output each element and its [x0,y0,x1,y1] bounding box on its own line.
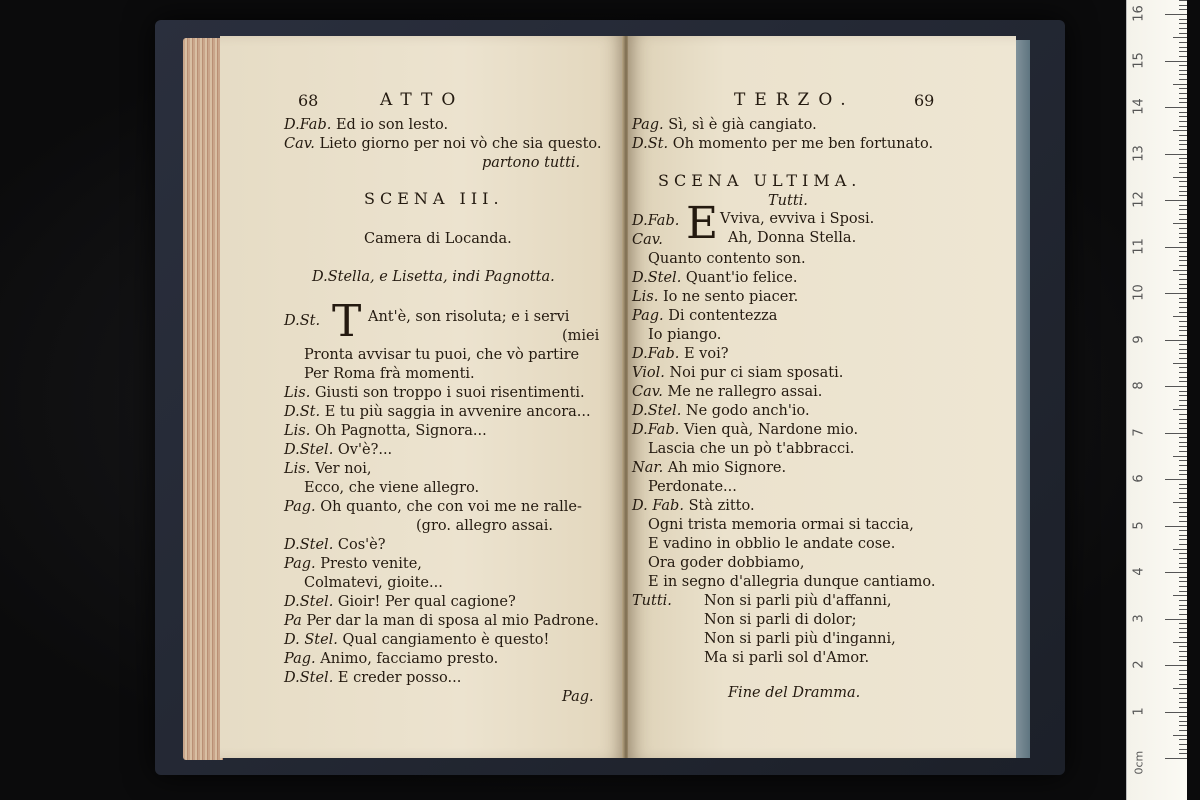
text-line: Perdonate... [648,479,737,495]
ruler-tick [1179,646,1187,647]
text-line: Lascia che un pò t'abbracci. [648,441,855,457]
ruler-tick [1179,660,1187,661]
text-line: Pag. Di contentezza [632,308,778,324]
text-line: Pag. Animo, facciamo presto. [284,651,499,667]
ruler-tick [1179,56,1187,57]
ruler-tick [1173,177,1187,178]
ruler-number: 1 [1131,706,1147,716]
text-line: Lis. Giusti son troppo i suoi risentimenti. [284,385,585,401]
page-number: 68 [298,91,319,110]
ruler-tick [1173,595,1187,596]
text-line: Ma si parli sol d'Amor. [704,650,870,666]
ruler-tick [1179,530,1187,531]
scene-setting: Camera di Locanda. [364,231,512,247]
ruler-tick [1179,521,1187,522]
ruler-tick [1179,419,1187,420]
ruler-tick [1179,753,1187,754]
ruler-tick [1179,628,1187,629]
text-line: D. Stel. Qual cangiamento è questo! [284,632,550,648]
ruler-tick [1179,693,1187,694]
ruler-number: 7 [1131,427,1147,437]
ruler-tick [1179,144,1187,145]
right-page [628,36,1016,758]
ruler-tick [1179,539,1187,540]
text-line: Viol. Noi pur ci siam sposati. [632,365,844,381]
ruler-tick [1179,442,1187,443]
text-line: Io piango. [648,327,722,343]
ruler-tick [1179,51,1187,52]
ruler-tick [1179,205,1187,206]
ruler-tick [1165,526,1187,527]
ruler-tick [1179,381,1187,382]
ruler-tick [1179,372,1187,373]
text-line: D.Stel. Ov'è?... [284,442,393,458]
ruler-tick [1179,288,1187,289]
ruler-tick [1179,656,1187,657]
text-line: D.Stel. E creder posso... [284,670,462,686]
ruler-tick [1179,358,1187,359]
ruler-tick [1179,298,1187,299]
text-line: D.Stel. Gioir! Per qual cagione? [284,594,516,610]
ruler-tick [1179,563,1187,564]
ruler-tick [1179,167,1187,168]
scene-characters: D.Stella, e Lisetta, indi Pagnotta. [312,269,555,285]
ruler-tick [1179,465,1187,466]
ruler-tick [1179,349,1187,350]
ruler-tick [1179,70,1187,71]
ruler-tick [1165,293,1187,294]
running-header: TERZO. [734,90,855,110]
ruler-number: 11 [1131,237,1147,255]
text-line: Lis. Ver noi, [284,461,372,477]
ruler-tick [1179,391,1187,392]
ruler-tick [1179,474,1187,475]
ruler-tick [1179,219,1187,220]
ruler-tick [1179,88,1187,89]
text-line: D.Stel. Cos'è? [284,537,386,553]
ruler-tick [1179,126,1187,127]
text-line: Non si parli più d'affanni, [704,593,892,609]
text-line: Lis. Oh Pagnotta, Signora... [284,423,487,439]
ruler-tick [1179,632,1187,633]
ruler-tick [1179,326,1187,327]
ruler-tick [1173,456,1187,457]
text-line: Colmatevi, gioite... [304,575,443,591]
ruler-tick [1165,61,1187,62]
ruler-tick [1179,121,1187,122]
ruler-tick [1179,256,1187,257]
drop-cap: E [686,198,719,249]
text-line: E vadino in obblio le andate cose. [648,536,896,552]
ruler-tick [1179,716,1187,717]
ruler-number: 12 [1131,191,1147,208]
text-line: (miei [562,328,600,344]
ruler-tick [1179,335,1187,336]
ruler-tick [1179,405,1187,406]
ruler-tick [1165,247,1187,248]
ruler-tick [1179,670,1187,671]
ruler-tick [1179,558,1187,559]
ruler-tick [1165,433,1187,434]
stage-direction: partono tutti. [482,155,581,171]
ruler-tick [1179,330,1187,331]
ruler-tick [1179,488,1187,489]
text-line: Lis. Io ne sento piacer. [632,289,799,305]
ruler-number: 13 [1131,144,1147,162]
ruler-tick [1179,19,1187,20]
ruler-tick [1179,321,1187,322]
drop-cap: T [332,296,362,347]
ruler-tick [1179,0,1187,1]
ruler-tick [1165,665,1187,666]
ruler-tick [1179,163,1187,164]
ruler-tick [1179,102,1187,103]
text-line: D.Stel. Quant'io felice. [632,270,798,286]
ruler-tick [1179,79,1187,80]
ruler-tick [1179,428,1187,429]
ruler-number: 3 [1131,613,1147,623]
ruler-number: 5 [1131,520,1147,530]
text-line: Ora goder dobbiamo, [648,555,805,571]
ruler-tick [1165,386,1187,387]
ruler-tick [1179,367,1187,368]
ruler-tick [1179,577,1187,578]
ruler-tick [1179,209,1187,210]
ruler-tick [1173,735,1187,736]
ruler-tick [1179,725,1187,726]
ruler-tick [1179,42,1187,43]
ruler-tick [1179,260,1187,261]
ruler-tick [1179,614,1187,615]
ruler-number: 8 [1131,381,1147,390]
text-line: Pag. Oh quanto, che con voi me ne ralle- [284,499,582,515]
catchword: Pag. [562,689,594,705]
running-header: ATTO [380,90,465,110]
ruler-tick [1179,112,1187,113]
ruler-tick [1179,312,1187,313]
ruler-tick [1179,5,1187,6]
ruler-tick [1173,223,1187,224]
speaker-label: Cav. [632,232,663,248]
ruler-number: 16 [1131,5,1147,22]
page-edges [183,38,223,760]
text-line: Ogni trista memoria ormai si taccia, [648,517,914,533]
text-line: D.St. E tu più saggia in avvenire ancora... [284,404,591,420]
text-line: D.Fab. Ed io son lesto. [284,117,449,133]
left-page [220,36,624,758]
ruler-tick [1173,549,1187,550]
text-line: Non si parli più d'inganni, [704,631,896,647]
ruler-tick [1179,698,1187,699]
speaker-label: D.St. [284,313,321,329]
ruler-tick [1179,116,1187,117]
ruler-tick [1173,409,1187,410]
ruler-tick [1179,242,1187,243]
ruler-tick [1165,619,1187,620]
ruler-tick [1179,600,1187,601]
ruler-tick [1179,730,1187,731]
ruler-tick [1179,414,1187,415]
text-line: Ecco, che viene allegro. [304,480,480,496]
ruler-tick [1179,470,1187,471]
ruler-tick [1165,479,1187,480]
measuring-ruler [1126,0,1187,800]
ruler-tick [1179,23,1187,24]
ruler-tick [1173,688,1187,689]
ruler-tick [1179,140,1187,141]
ruler-tick [1179,605,1187,606]
text-line: E in segno d'allegria dunque cantiamo. [648,574,936,590]
text-line: D.Fab. E voi? [632,346,729,362]
ruler-tick [1179,437,1187,438]
ruler-tick [1179,451,1187,452]
ruler-tick [1179,228,1187,229]
ruler-tick [1179,135,1187,136]
ruler-tick [1179,739,1187,740]
ruler-tick [1179,651,1187,652]
ruler-tick [1179,674,1187,675]
ruler-tick [1179,591,1187,592]
ruler-tick [1173,270,1187,271]
ruler-tick [1165,14,1187,15]
text-line: Per Roma frà momenti. [304,366,475,382]
ruler-tick [1179,302,1187,303]
ruler-tick [1179,707,1187,708]
ruler-tick [1179,307,1187,308]
ruler-tick [1179,609,1187,610]
text-line: D. Fab. Stà zitto. [632,498,755,514]
ruler-tick [1179,446,1187,447]
ruler-tick [1179,749,1187,750]
end-of-drama: Fine del Dramma. [728,685,861,701]
ruler-tick [1179,353,1187,354]
ruler-tick [1179,744,1187,745]
ruler-tick [1165,107,1187,108]
ruler-tick [1179,279,1187,280]
ruler-tick [1179,637,1187,638]
text-line: Quanto contento son. [648,251,806,267]
ruler-tick [1165,154,1187,155]
ruler-tick [1179,186,1187,187]
text-line: D.Fab. Vien quà, Nardone mio. [632,422,859,438]
ruler-tick [1179,460,1187,461]
ruler-tick [1179,484,1187,485]
ruler-tick [1173,84,1187,85]
ruler-tick [1179,553,1187,554]
ruler-tick [1179,158,1187,159]
ruler-tick [1179,47,1187,48]
ruler-tick [1165,340,1187,341]
ruler-number: 14 [1131,98,1147,115]
ruler-number: 2 [1131,660,1147,669]
ruler-tick [1179,395,1187,396]
ruler-tick [1179,512,1187,513]
ruler-tick [1179,195,1187,196]
ruler-tick [1165,712,1187,713]
ruler-tick [1173,642,1187,643]
ruler-tick [1179,172,1187,173]
text-line: Vviva, evviva i Sposi. [720,211,875,227]
ruler-tick [1173,502,1187,503]
ruler-unit-label: 0cm [1132,750,1146,775]
ruler-tick [1179,377,1187,378]
text-line: Ah, Donna Stella. [728,230,857,246]
text-line: D.St. Oh momento per me ben fortunato. [632,136,934,152]
ruler-tick [1179,65,1187,66]
ruler-tick [1173,316,1187,317]
ruler-tick [1165,758,1187,759]
text-line: Non si parli di dolor; [704,612,857,628]
ruler-tick [1179,344,1187,345]
scene-characters: Tutti. [768,193,808,209]
text-line: Pag. Sì, sì è già cangiato. [632,117,817,133]
ruler-number: 4 [1131,567,1147,576]
ruler-tick [1179,544,1187,545]
text-line: Pag. Presto venite, [284,556,422,572]
ruler-tick [1179,721,1187,722]
ruler-tick [1179,423,1187,424]
ruler-tick [1179,233,1187,234]
ruler-tick [1179,181,1187,182]
ruler-tick [1179,149,1187,150]
ruler-tick [1179,567,1187,568]
scene-heading: SCENA III. [364,189,504,208]
ruler-tick [1179,400,1187,401]
ruler-tick [1179,265,1187,266]
ruler-tick [1179,33,1187,34]
text-line: Pronta avvisar tu puoi, che vò partire [304,347,580,363]
text-line: Cav. Me ne rallegro assai. [632,384,823,400]
ruler-number: 10 [1131,284,1147,301]
ruler-tick [1179,214,1187,215]
ruler-tick [1179,507,1187,508]
ruler-tick [1179,498,1187,499]
ruler-tick [1179,586,1187,587]
ruler-tick [1173,130,1187,131]
page-number: 69 [914,91,935,110]
text-line: D.Stel. Ne godo anch'io. [632,403,810,419]
ruler-number: 15 [1131,51,1147,69]
ruler-tick [1173,37,1187,38]
ruler-tick [1165,572,1187,573]
text-line: Nar. Ah mio Signore. [632,460,787,476]
speaker-label: Tutti. [632,593,672,609]
ruler-tick [1179,516,1187,517]
ruler-number: 6 [1131,474,1147,483]
ruler-tick [1179,251,1187,252]
ruler-tick [1179,623,1187,624]
text-line: Pa Per dar la man di sposa al mio Padrone. [284,613,599,629]
ruler-tick [1173,363,1187,364]
ruler-tick [1179,93,1187,94]
ruler-tick [1179,535,1187,536]
ruler-tick [1179,702,1187,703]
text-line: Ant'è, son risoluta; e i servi [368,309,570,325]
ruler-tick [1179,191,1187,192]
ruler-number: 9 [1131,334,1147,344]
ruler-tick [1179,581,1187,582]
ruler-tick [1165,200,1187,201]
ruler-tick [1179,237,1187,238]
ruler-tick [1179,493,1187,494]
ruler-tick [1179,9,1187,10]
ruler-tick [1179,284,1187,285]
ruler-tick [1179,684,1187,685]
scene-heading: SCENA ULTIMA. [658,171,862,190]
ruler-tick [1179,28,1187,29]
ruler-tick [1179,74,1187,75]
ruler-tick [1179,274,1187,275]
ruler-tick [1179,98,1187,99]
ruler-tick [1179,679,1187,680]
speaker-label: D.Fab. [632,213,680,229]
text-line: Cav. Lieto giorno per noi vò che sia questo. [284,136,602,152]
text-line: (gro. allegro assai. [416,518,554,534]
